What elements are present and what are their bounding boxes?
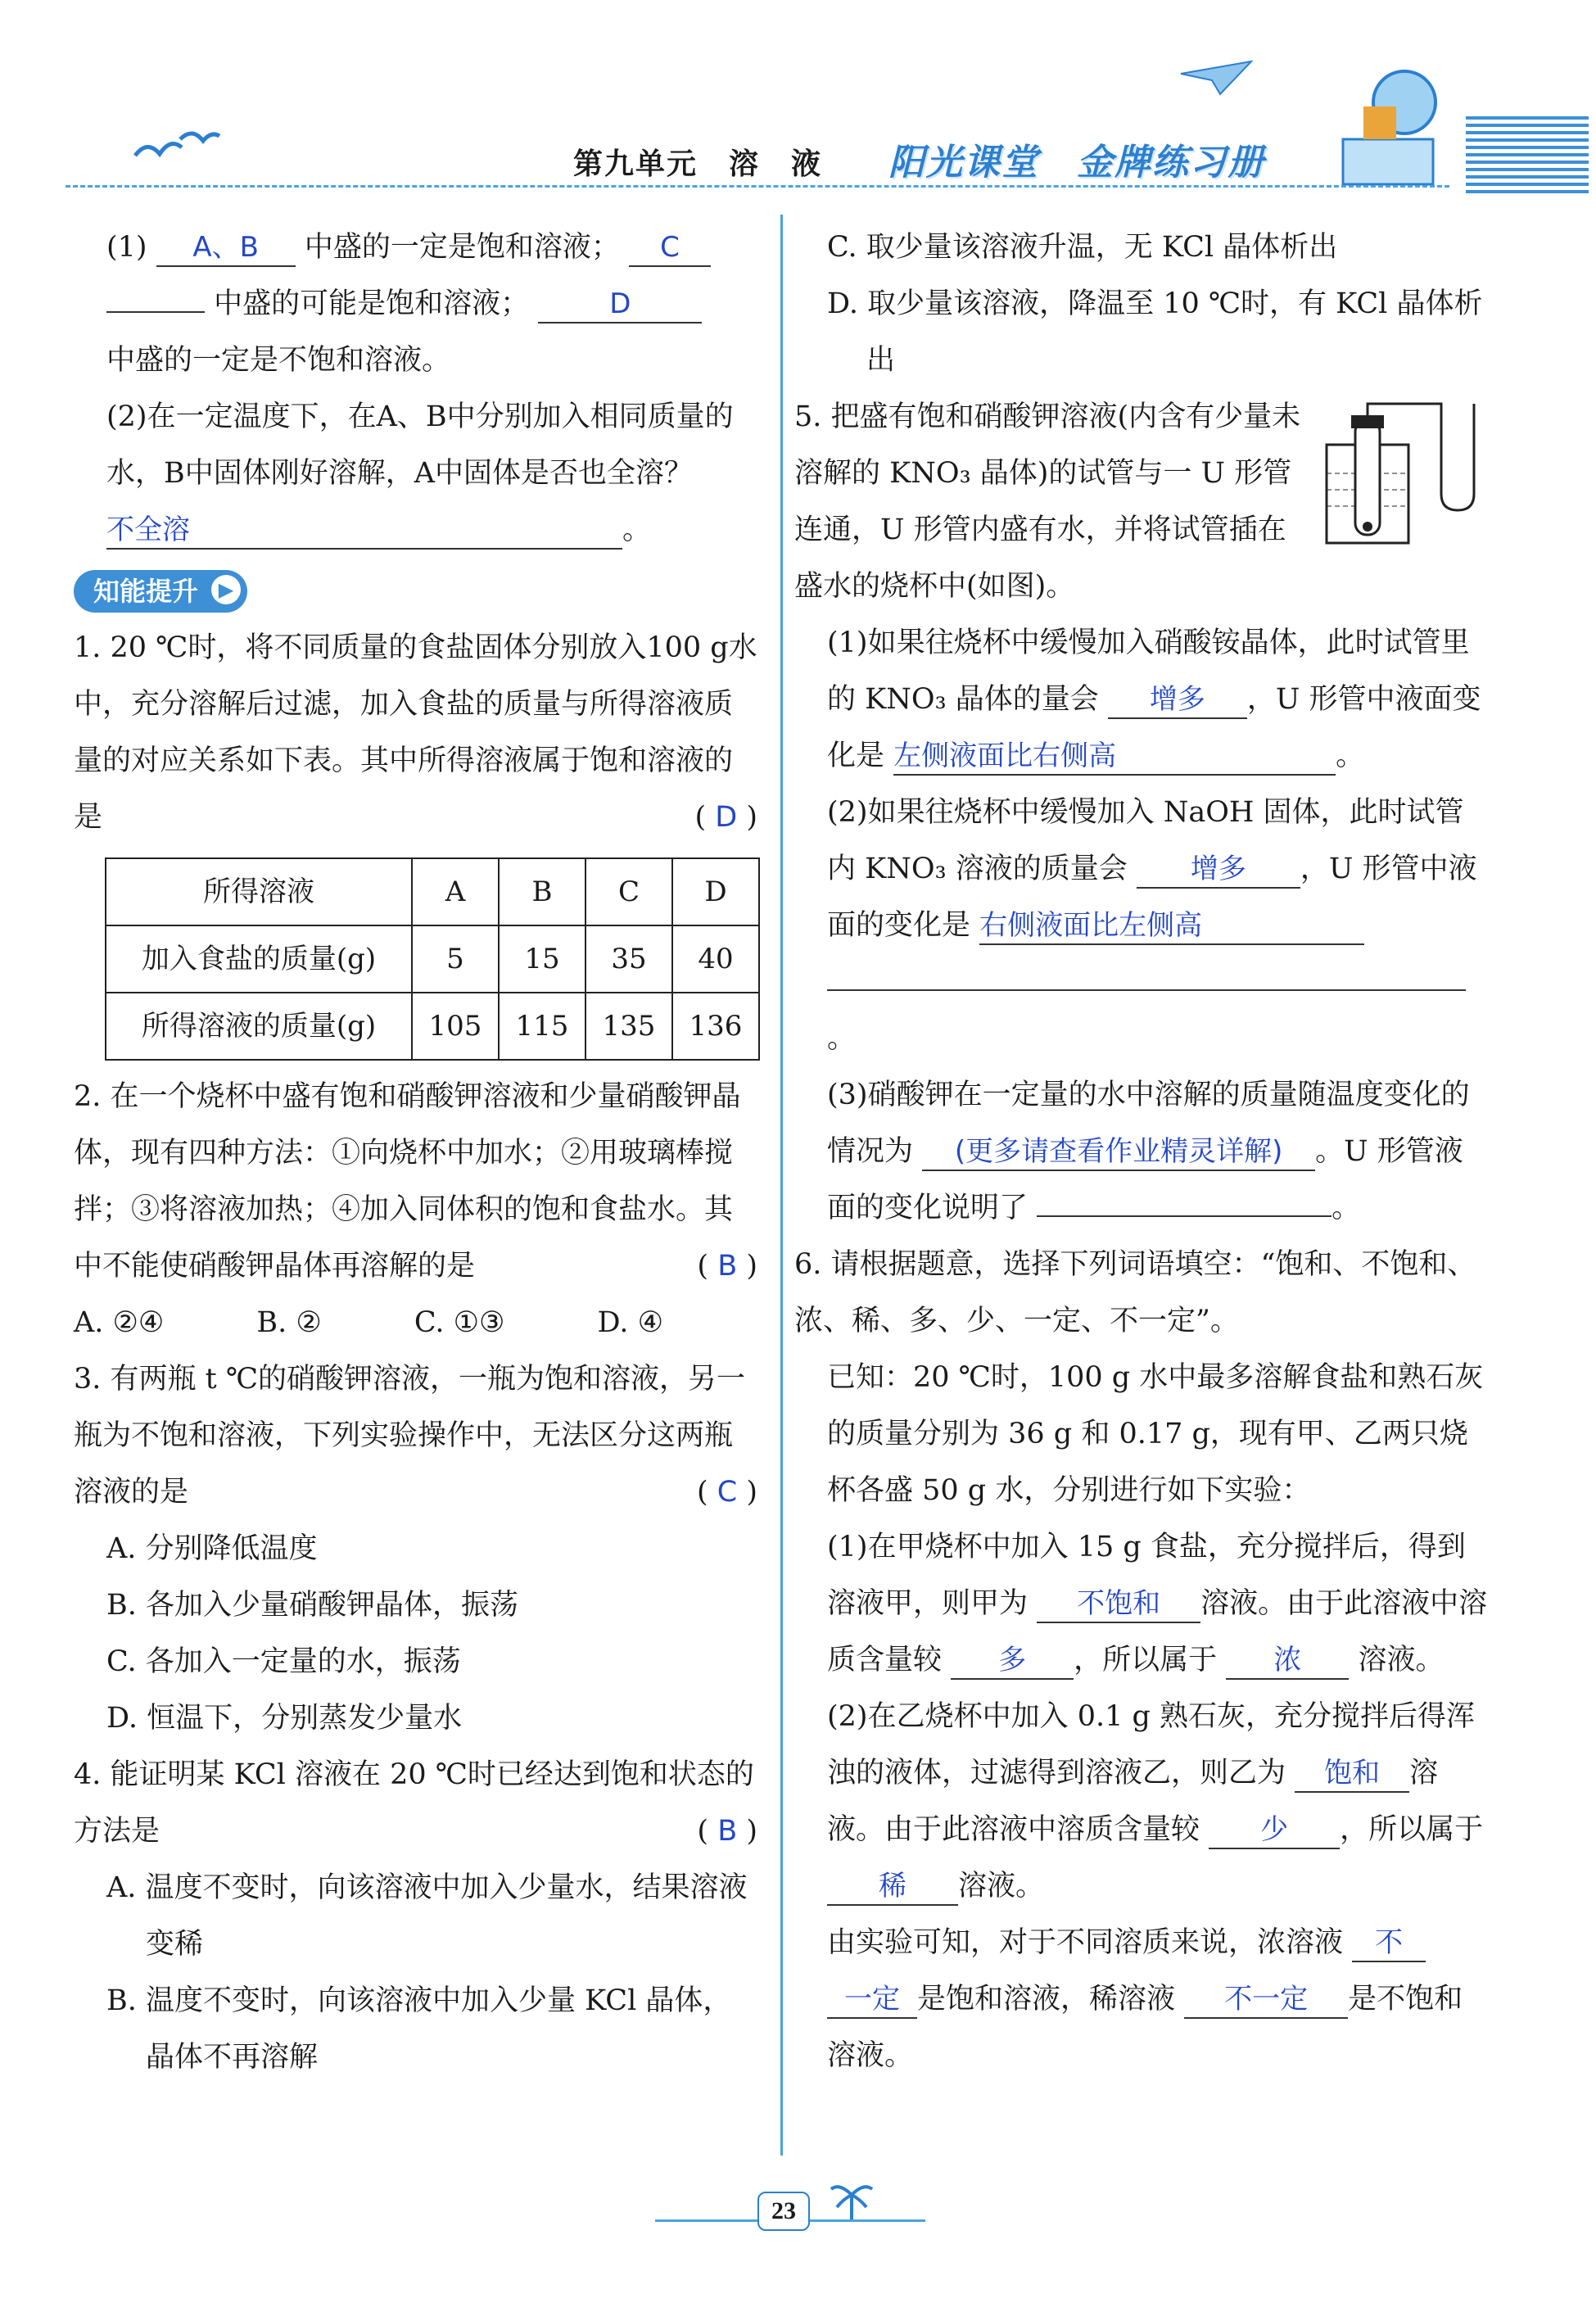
table-header-row [106,858,759,925]
answer: 增多 [1149,683,1205,716]
q6-conclusion: 由实验可知，对于不同溶质来说，浓溶液 不 一定 是饱和溶液，稀溶液 不一定 是不饱和溶液。 [827,1926,1463,2072]
table-cell: 加入食盐的质量(g) [106,925,412,993]
answer: 一定 [844,1983,900,2016]
q6: 6. 请根据题意，选择下列词语填空：“饱和、不饱和、浓、稀、多、少、一定、不一定”。 [794,1248,1476,1337]
intro-line-1: (1) A、B 中盛的一定是饱和溶液； C [106,219,757,276]
paper-plane-icon [1179,57,1253,98]
table-row [106,993,759,1060]
table-cell: B [499,858,586,925]
q2: 2. 在一个烧杯中盛有饱和硝酸钾溶液和少量硝酸钾晶体，现有四种方法：①向烧杯中加水；②用玻璃棒搅拌；③将溶液加热；④加入同体积的饱和食盐水。其中不能使硝酸钾晶体再溶解的是 ( B ) [74,1080,757,1283]
table-cell: A [412,858,499,925]
answer: C [660,231,680,264]
option: D. 取少量该溶液，降温至 10 ℃时，有 KCl 晶体析出 [827,287,1483,377]
answer: 不 [1375,1926,1404,1959]
q6-part-2: (2)在乙烧杯中加入 0.1 g 熟石灰，充分搅拌后得浑浊的液体，过滤得到溶液乙，则乙为 饱和 溶液。由于此溶液中溶质含量较 少 ，所以属于 稀 溶液。 [827,1689,1490,1915]
table-cell: 所得溶液 [106,858,412,925]
apparatus-diagram [1318,396,1490,568]
column-divider [780,215,783,2156]
option: A. ②④ [74,1306,165,1339]
table-cell: D [672,858,759,925]
answer: B [717,1250,738,1283]
section-badge: 知能提升 ▶ [74,570,247,613]
q6-part-1: (1)在甲烧杯中加入 15 g 食盐，充分搅拌后，得到溶液甲，则甲为 不饱和 溶液。由于此溶液中溶质含量较 多 ，所以属于 浓 溶液。 [827,1519,1490,1689]
option: C. 取少量该溶液升温，无 KCl 晶体析出 [827,231,1338,264]
answer: D [715,801,738,834]
brand-title: 阳光课堂 金牌练习册 [888,142,1265,183]
data-table [105,857,760,1061]
answer: 饱和 [1324,1757,1381,1789]
table-cell: 15 [499,925,586,993]
answer: 多 [998,1644,1027,1676]
table-cell: 105 [412,993,499,1060]
option: B. 各加入少量硝酸钾晶体，振荡 [106,1589,518,1622]
intro-line-2: 中盛的可能是饱和溶液； D [106,276,757,333]
answer: 稀 [879,1870,907,1903]
table-cell: 136 [672,993,759,1060]
section-badge-row [74,563,757,620]
unit-title: 第九单元 溶 液 [573,147,823,181]
table-cell: 40 [672,925,759,993]
q5: 5. 把盛有饱和硝酸钾溶液(内含有少量未溶解的 KNO₃ 晶体)的试管与一 U 形管连通，U 形管内盛有水，并将试管插在盛水的烧杯中(如图)。 [794,400,1301,603]
left-column [74,219,757,2086]
arrow-icon: ▶ [211,575,241,604]
answer: 左侧液面比右侧高 [893,740,1117,772]
q2-options [74,1295,663,1351]
answer: 不全溶 [106,514,190,546]
answer: 不饱和 [1077,1587,1161,1620]
intro-q2: (2)在一定温度下，在A、B中分别加入相同质量的水，B中固体刚好溶解，A中固体是否也全溶？ 不全溶 。 [106,389,757,559]
header-divider [66,185,1449,188]
answer: B [717,1815,738,1848]
telescope-icon [1327,57,1449,188]
q4: 4. 能证明某 KCl 溶液在 20 ℃时已经达到饱和状态的方法是 ( B ) [74,1758,757,1848]
q5-part-2: (2)如果往烧杯中缓慢加入 NaOH 固体，此时试管内 KNO₃ 溶液的质量会 增多 ，U 形管中液面的变化是 右侧液面比左侧高 。 [827,796,1477,1055]
option: C. 各加入一定量的水，振荡 [106,1645,461,1678]
option: D. 恒温下，分别蒸发少量水 [106,1702,463,1735]
bird-icon [131,123,221,172]
table-cell: 115 [499,993,586,1060]
answer: 不一定 [1224,1983,1309,2016]
answer: 增多 [1190,853,1246,885]
answer: A、B [192,231,260,264]
answer: 少 [1260,1813,1289,1846]
q5-part-1: (1)如果往烧杯中缓慢加入硝酸铵晶体，此时试管里的 KNO₃ 晶体的量会 增多 ，U 形管中液面变化是 左侧液面比右侧高 。 [827,615,1490,785]
answer: 右侧液面比左侧高 [979,909,1203,942]
option: A. 温度不变时，向该溶液中加入少量水，结果溶液变稀 [106,1871,748,1961]
option: C. ①③ [414,1306,505,1339]
table-cell: 5 [412,925,499,993]
page-number: 23 [757,2192,810,2231]
q5-part-3: (3)硝酸钾在一定量的水中溶解的质量随温度变化的情况为 (更多请查看作业精灵详解) 。U 形管液面的变化说明了 。 [827,1079,1470,1224]
q6-known: 已知：20 ℃时，100 g 水中最多溶解食盐和熟石灰的质量分别为 36 g 和 0.17 g，现有甲、乙两只烧杯各盛 50 g 水，分别进行如下实验： [827,1361,1484,1507]
option: D. ④ [597,1306,663,1339]
palm-tree-icon [827,2174,876,2224]
option: B. 温度不变时，向该溶液中加入少量 KCl 晶体，晶体不再溶解 [106,1984,732,2074]
answer: C [717,1476,738,1509]
option: B. ② [256,1306,322,1339]
table-cell: 135 [586,993,672,1060]
table-cell: 35 [586,925,672,993]
answer: (更多请查看作业精灵详解) [954,1135,1283,1168]
q1: 1. 20 ℃时，将不同质量的食盐固体分别放入100 g水中，充分溶解后过滤，加入食盐的质量与所得溶液质量的对应关系如下表。其中所得溶液属于饱和溶液的是 ( D ) [74,631,757,834]
intro-line-3: 中盛的一定是不饱和溶液。 [106,344,451,377]
right-column [794,219,1490,2084]
q3: 3. 有两瓶 t ℃的硝酸钾溶液，一瓶为饱和溶液，另一瓶为不饱和溶液，下列实验操作中，无法区分这两瓶溶液的是 ( C ) [74,1363,757,1509]
answer: D [609,287,631,320]
answer: 浓 [1273,1644,1302,1676]
table-cell: C [586,858,672,925]
option: A. 分别降低温度 [106,1532,318,1565]
table-cell: 所得溶液的质量(g) [106,993,412,1060]
header-stripes [1466,116,1589,195]
table-row [106,925,759,993]
